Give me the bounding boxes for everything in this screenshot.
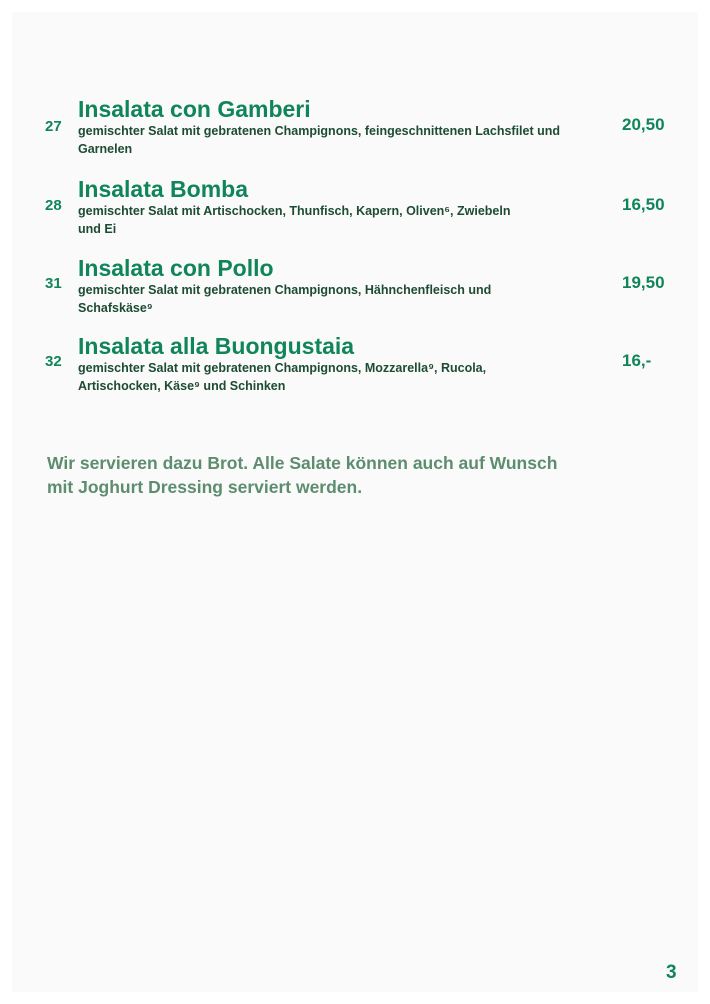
menu-page	[12, 12, 698, 992]
item-number: 28	[45, 197, 62, 214]
item-price: 16,50	[622, 195, 665, 214]
item-title: Insalata con Pollo	[78, 255, 274, 281]
item-description: gemischter Salat mit gebratenen Champignons, Hähnchenfleisch und Schafskäse⁹	[78, 283, 492, 315]
item-description: gemischter Salat mit gebratenen Champignons, feingeschnittenen Lachsfilet und Garnelen	[78, 124, 561, 156]
item-price: 16,-	[622, 351, 652, 370]
item-description: gemischter Salat mit gebratenen Champignons, Mozzarella⁹, Rucola, Artischocken, Käse⁹ und Schinken	[78, 361, 487, 393]
item-number: 32	[45, 353, 62, 370]
item-number: 27	[45, 118, 62, 135]
page-number: 3	[666, 962, 677, 983]
item-description: gemischter Salat mit Artischocken, Thunfisch, Kapern, Oliven⁶, Zwiebeln und Ei	[78, 204, 511, 236]
item-number: 31	[45, 275, 62, 292]
item-title: Insalata con Gamberi	[78, 96, 311, 122]
bread-dressing-note: Wir servieren dazu Brot. Alle Salate können auch auf Wunsch mit Joghurt Dressing serviert werden.	[47, 453, 558, 497]
item-title: Insalata Bomba	[78, 176, 248, 202]
item-title: Insalata alla Buongustaia	[78, 333, 355, 359]
item-price: 20,50	[622, 115, 665, 134]
item-price: 19,50	[622, 273, 665, 292]
